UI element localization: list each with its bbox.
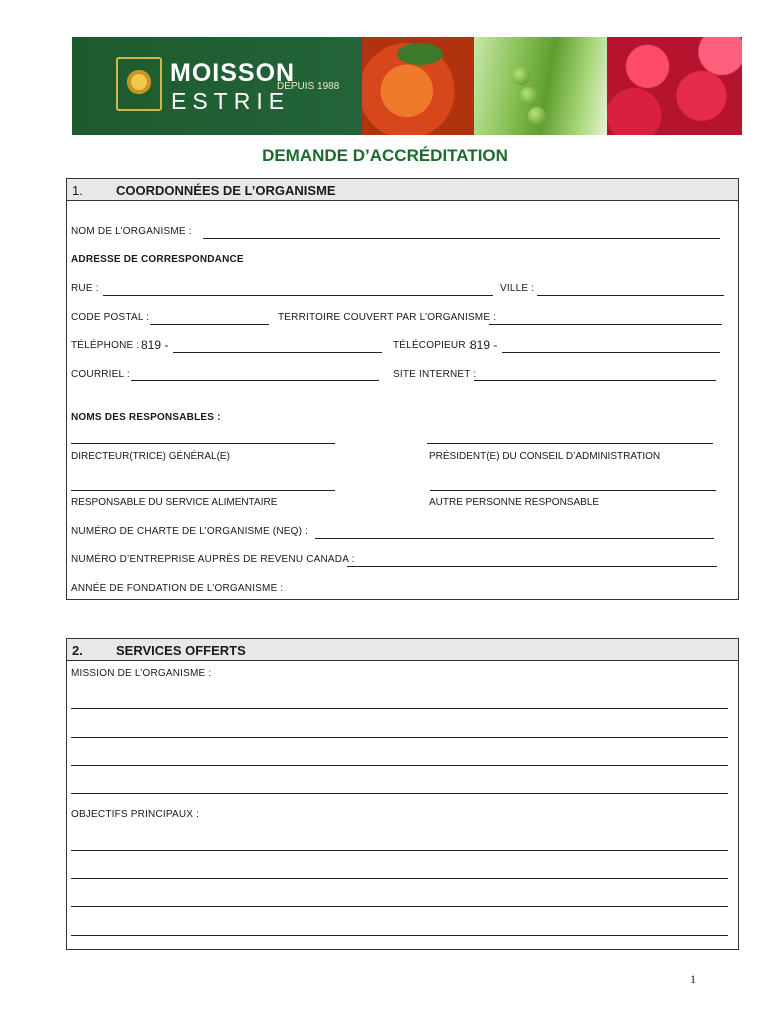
page-number: 1 bbox=[690, 972, 696, 986]
objectives-line[interactable] bbox=[71, 878, 728, 879]
brand-name-bottom: ESTRIE bbox=[171, 88, 291, 114]
email-field[interactable] bbox=[131, 380, 379, 381]
website-field[interactable] bbox=[474, 380, 716, 381]
street-label: RUE : bbox=[71, 283, 99, 294]
food-service-label: RESPONSABLE DU SERVICE ALIMENTAIRE bbox=[71, 497, 278, 508]
territory-label: TERRITOIRE COUVERT PAR L’ORGANISME : bbox=[278, 312, 497, 323]
president-label: PRÉSIDENT(E) DU CONSEIL D’ADMINISTRATION bbox=[429, 451, 661, 462]
phone-field[interactable] bbox=[173, 352, 382, 353]
document-title: DEMANDE D’ACCRÉDITATION bbox=[262, 146, 508, 165]
org-name-field[interactable] bbox=[203, 238, 720, 239]
phone-label: TÉLÉPHONE : bbox=[71, 340, 140, 351]
responsables-heading: NOMS DES RESPONSABLES : bbox=[71, 412, 221, 423]
peas-photo bbox=[474, 37, 607, 135]
other-responsible-field[interactable] bbox=[430, 490, 716, 491]
pea-icon bbox=[528, 107, 546, 125]
website-label: SITE INTERNET : bbox=[393, 369, 477, 380]
objectives-line[interactable] bbox=[71, 935, 728, 936]
objectives-line[interactable] bbox=[71, 906, 728, 907]
section-1-title: COORDONNÉES DE L’ORGANISME bbox=[116, 183, 336, 198]
section-2-number: 2. bbox=[72, 643, 83, 658]
fax-prefix: 819 - bbox=[470, 338, 498, 352]
pea-icon bbox=[520, 87, 538, 105]
brand-name-top: MOISSON bbox=[170, 59, 296, 87]
mission-line[interactable] bbox=[71, 708, 728, 709]
territory-field[interactable] bbox=[489, 324, 722, 325]
objectives-line[interactable] bbox=[71, 850, 728, 851]
objectives-label: OBJECTIFS PRINCIPAUX : bbox=[71, 809, 200, 820]
pea-icon bbox=[512, 67, 530, 85]
director-field[interactable] bbox=[71, 443, 335, 444]
mission-line[interactable] bbox=[71, 765, 728, 766]
food-service-field[interactable] bbox=[71, 490, 335, 491]
neq-label: NUMÉRO DE CHARTE DE L’ORGANISME (NEQ) : bbox=[71, 526, 309, 537]
wheat-emblem-icon bbox=[125, 64, 153, 104]
mission-label: MISSION DE L’ORGANISME : bbox=[71, 668, 212, 679]
city-label: VILLE : bbox=[500, 283, 535, 294]
mission-line[interactable] bbox=[71, 737, 728, 738]
fax-field[interactable] bbox=[502, 352, 720, 353]
postal-code-field[interactable] bbox=[150, 324, 269, 325]
city-field[interactable] bbox=[537, 295, 724, 296]
mission-line[interactable] bbox=[71, 793, 728, 794]
brand-since: DEPUIS 1988 bbox=[277, 81, 340, 92]
section-2-box bbox=[66, 638, 739, 950]
revenue-canada-field[interactable] bbox=[347, 566, 717, 567]
raspberries-photo bbox=[607, 37, 742, 135]
other-responsible-label: AUTRE PERSONNE RESPONSABLE bbox=[429, 497, 600, 508]
founding-year-label: ANNÉE DE FONDATION DE L’ORGANISME : bbox=[71, 583, 284, 594]
section-2-title: SERVICES OFFERTS bbox=[116, 643, 246, 658]
revenue-canada-label: NUMÉRO D’ENTREPRISE AUPRÈS DE REVENU CANADA : bbox=[71, 554, 355, 565]
header-banner bbox=[72, 37, 742, 135]
email-label: COURRIEL : bbox=[71, 369, 130, 380]
phone-prefix: 819 - bbox=[141, 338, 169, 352]
address-heading: ADRESSE DE CORRESPONDANCE bbox=[71, 254, 244, 265]
tomato-stem bbox=[397, 43, 443, 65]
org-name-label: NOM DE L’ORGANISME : bbox=[71, 226, 192, 237]
fax-label: TÉLÉCOPIEUR : bbox=[393, 340, 472, 351]
section-1-number: 1. bbox=[72, 183, 83, 198]
street-field[interactable] bbox=[103, 295, 493, 296]
president-field[interactable] bbox=[427, 443, 713, 444]
neq-field[interactable] bbox=[315, 538, 714, 539]
director-label: DIRECTEUR(TRICE) GÉNÉRAL(E) bbox=[71, 451, 230, 462]
postal-code-label: CODE POSTAL : bbox=[71, 312, 150, 323]
